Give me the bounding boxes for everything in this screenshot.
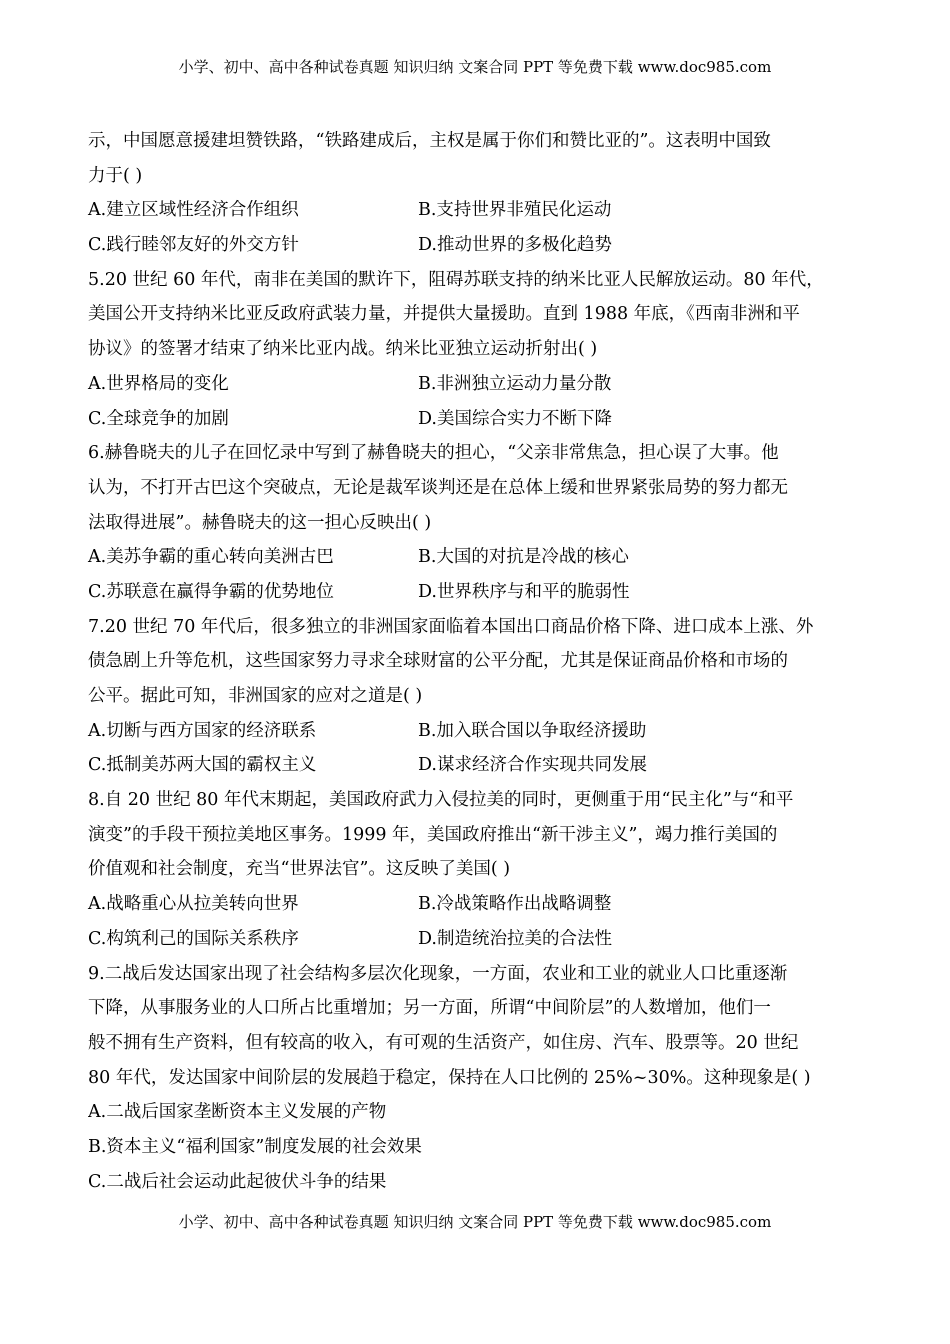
option-row [88,887,868,922]
option-c: C.践行睦邻友好的外交方针 [88,235,299,256]
page-footer: 小学、初中、高中各种试卷真题 知识归纳 文案合同 PPT 等免费下载 www.doc985.com [178,1213,772,1231]
question-text-line: 8.自 20 世纪 80 年代末期起，美国政府武力入侵拉美的同时，更侧重于用“民主化”与“和平 [88,790,794,811]
option-a: A.二战后国家垄断资本主义发展的产物 [88,1102,387,1123]
option-b: B.大国的对抗是冷战的核心 [418,547,629,568]
option-row [88,748,868,783]
option-d: D.制造统治拉美的合法性 [418,928,612,949]
question-text-line: 示，中国愿意援建坦赞铁路，“铁路建成后，主权是属于你们和赞比亚的”。这表明中国致 [88,131,771,151]
option-d: D.世界秩序与和平的脆弱性 [418,581,630,602]
option-b: B.加入联合国以争取经济援助 [418,720,647,741]
question-6 [88,436,868,609]
option-d: D.美国综合实力不断下降 [418,408,612,429]
question-text-line: 5.20 世纪 60 年代，南非在美国的默许下，阻碍苏联支持的纳米比亚人民解放运动。80 年代， [88,269,824,290]
option-row [88,714,868,749]
question-text-line: 价值观和社会制度，充当“世界法官”。这反映了美国( ) [88,859,511,880]
option-a: A.建立区域性经济合作组织 [88,200,299,221]
question-text-line: 债急剧上升等危机，这些国家努力寻求全球财富的公平分配，尤其是保证商品价格和市场的 [88,651,788,672]
option-row [88,402,868,437]
question-text-line: 7.20 世纪 70 年代后，很多独立的非洲国家面临着本国出口商品价格下降、进口成本上涨、外 [88,616,814,637]
option-row [88,367,868,402]
question-7 [88,610,868,783]
option-row [88,228,868,263]
option-a: A.美苏争霸的重心转向美洲古巴 [88,547,334,568]
option-a: A.切断与西方国家的经济联系 [88,720,317,741]
option-c: C.抵制美苏两大国的霸权主义 [88,755,317,776]
question-text-line: 法取得进展”。赫鲁晓夫的这一担心反映出( ) [88,512,432,533]
question-text-line: 6.赫鲁晓夫的儿子在回忆录中写到了赫鲁晓夫的担心，“父亲非常焦急，担心误了大事。他 [88,443,779,464]
question-text-line: 演变”的手段干预拉美地区事务。1999 年，美国政府推出“新干涉主义”，竭力推行美国的 [88,824,778,845]
question-text-line: 9.二战后发达国家出现了社会结构多层次化现象，一方面，农业和工业的就业人口比重逐渐 [88,963,788,984]
option-b: B.非洲独立运动力量分散 [418,373,612,394]
page-content [88,124,868,1199]
question-8 [88,783,868,956]
option-b: B.冷战策略作出战略调整 [418,894,612,915]
question-text-line: 公平。据此可知，非洲国家的应对之道是( ) [88,686,423,706]
question-9 [88,957,868,1200]
question-4 [88,124,868,263]
option-b: B.支持世界非殖民化运动 [418,200,612,221]
option-a: A.战略重心从拉美转向世界 [88,894,299,915]
question-text-line: 认为，不打开古巴这个突破点，无论是裁军谈判还是在总体上缓和世界紧张局势的努力都无 [88,477,788,498]
option-b: B.资本主义“福利国家”制度发展的社会效果 [88,1136,422,1157]
option-row [88,193,868,228]
option-a: A.世界格局的变化 [88,373,229,394]
question-text-line: 下降，从事服务业的人口所占比重增加；另一方面，所谓“中间阶层”的人数增加，他们一 [88,998,771,1019]
question-text-line: 般不拥有生产资料，但有较高的收入，有可观的生活资产，如住房、汽车、股票等。20 世纪 [88,1032,799,1053]
question-text-line: 协议》的签署才结束了纳米比亚内战。纳米比亚独立运动折射出( ) [88,339,598,360]
question-text-line: 80 年代，发达国家中间阶层的发展趋于稳定，保持在人口比例的 25%~30%。这种现象是( ) [88,1067,811,1088]
option-c: C.二战后社会运动此起彼伏斗争的结果 [88,1171,387,1192]
option-c: C.构筑利己的国际关系秩序 [88,928,299,949]
option-d: D.推动世界的多极化趋势 [418,235,612,256]
option-row [88,575,868,610]
option-c: C.苏联意在赢得争霸的优势地位 [88,581,334,602]
question-text-line: 美国公开支持纳米比亚反政府武装力量，并提供大量援助。直到 1988 年底，《西南非洲和平 [88,304,800,325]
option-c: C.全球竞争的加剧 [88,408,229,429]
question-text-line: 力于( ) [88,165,143,186]
option-row [88,540,868,575]
page-header: 小学、初中、高中各种试卷真题 知识归纳 文案合同 PPT 等免费下载 www.doc985.com [178,58,772,76]
option-d: D.谋求经济合作实现共同发展 [418,755,647,776]
option-row [88,922,868,957]
question-5 [88,263,868,436]
